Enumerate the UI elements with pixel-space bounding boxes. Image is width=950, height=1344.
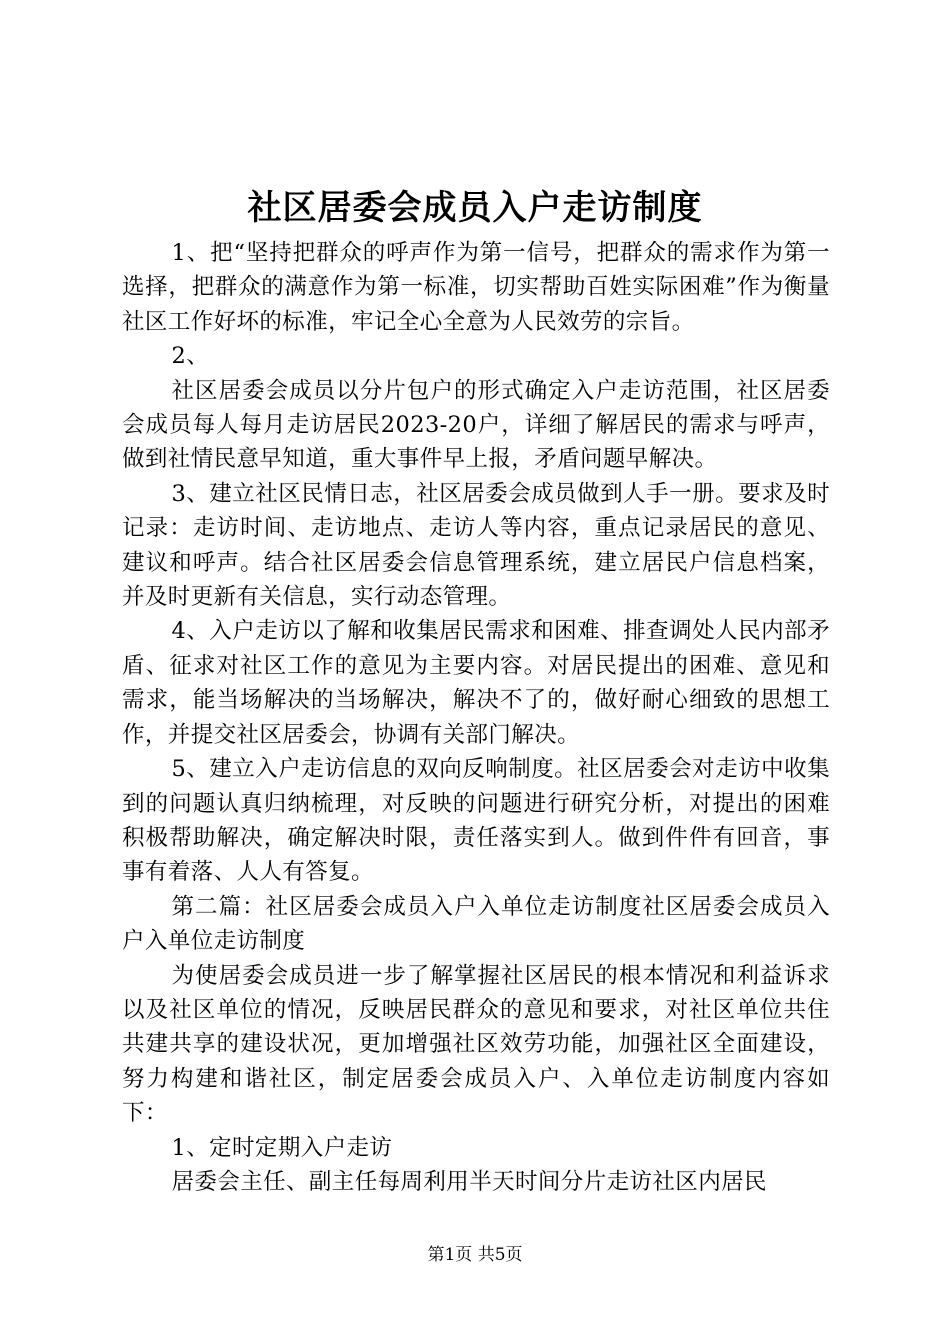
document-body: [122, 236, 830, 1199]
page-number-footer: 第1页 共5页: [427, 1245, 523, 1265]
paragraph: 3、建立社区民情日志，社区居委会成员做到人手一册。要求及时记录：走访时间、走访地点、走访人等内容，重点记录居民的意见、建议和呼声。结合社区居委会信息管理系统，建立居民户信息档案，并及时更新有关信息，实行动态管理。: [122, 480, 830, 611]
paragraph: 社区居委会成员以分片包户的形式确定入户走访范围，社区居委会成员每人每月走访居民2023-20户，详细了解居民的需求与呼声，做到社情民意早知道，重大事件早上报，矛盾问题早解决。: [122, 377, 830, 473]
document-title: 社区居委会成员入户走访制度: [247, 188, 703, 228]
paragraph: 第二篇：社区居委会成员入户入单位走访制度社区居委会成员入户入单位走访制度: [122, 893, 830, 955]
paragraph: 1、定时定期入户走访: [171, 1134, 393, 1161]
paragraph: 5、建立入户走访信息的双向反响制度。社区居委会对走访中收集到的问题认真归纳梳理，对反映的问题进行研究分析，对提出的困难积极帮助解决，确定解决时限，责任落实到人。做到件件有回音，事事有着落、人人有答复。: [122, 756, 830, 886]
paragraph: 1、把“坚持把群众的呼声作为第一信号，把群众的需求作为第一选择，把群众的满意作为第一标准，切实帮助百姓实际困难”作为衡量社区工作好坏的标准，牢记全心全意为人民效劳的宗旨。: [122, 240, 830, 335]
paragraph: 居委会主任、副主任每周利用半天时间分片走访社区内居民: [171, 1168, 767, 1195]
paragraph: 4、入户走访以了解和收集居民需求和困难、排查调处人民内部矛盾、征求对社区工作的意见为主要内容。对居民提出的困难、意见和需求，能当场解决的当场解决，解决不了的，做好耐心细致的思想工作，并提交社区居委会，协调有关部门解决。: [122, 618, 830, 748]
paragraph: 为使居委会成员进一步了解掌握社区居民的根本情况和利益诉求以及社区单位的情况，反映居民群众的意见和要求，对社区单位共住共建共享的建设状况，更加增强社区效劳功能，加强社区全面建设，努力构建和谐社区，制定居委会成员入户、入单位走访制度内容如下：: [122, 962, 830, 1127]
paragraph: 2、: [171, 343, 210, 370]
